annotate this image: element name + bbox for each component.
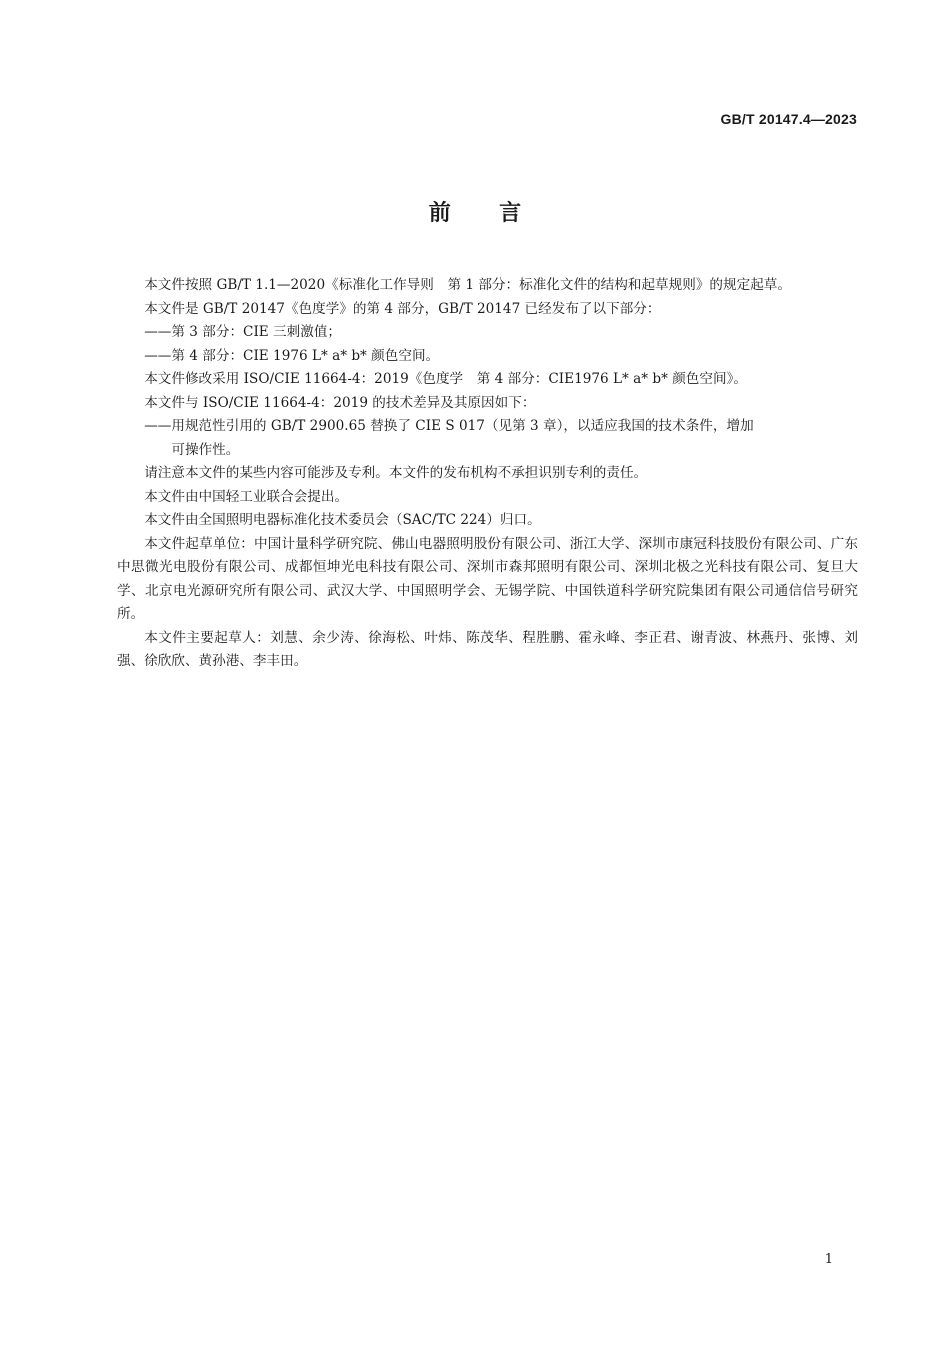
paragraph-adoption: 本文件修改采用 ISO/CIE 11664-4：2019《色度学 第 4 部分：CIE1976 L* a* b* 颜色空间》。 bbox=[144, 371, 747, 387]
standard-number: GB/T 20147.4—2023 bbox=[720, 111, 857, 127]
cropped-footer-artifact bbox=[330, 1305, 630, 1315]
paragraph-proposer: 本文件由中国轻工业联合会提出。 bbox=[144, 488, 349, 505]
paragraph-technical-differences: 本文件与 ISO/CIE 11664-4：2019 的技术差异及其原因如下： bbox=[144, 394, 536, 411]
list-item-part-3: ——第 3 部分：CIE 三刺激值； bbox=[144, 324, 342, 340]
list-item-difference bbox=[117, 415, 858, 462]
paragraph-drafting-rules: 本文件按照 GB/T 1.1—2020《标准化工作导则 第 1 部分：标准化文件的结构和起草规则》的规定起草。 bbox=[144, 277, 791, 293]
list-item-difference-line1: ——用规范性引用的 GB/T 2900.65 替换了 CIE S 017（见第 3 章），以适应我国的技术条件，增加 bbox=[144, 418, 754, 434]
paragraph-patent-notice: 请注意本文件的某些内容可能涉及专利。本文件的发布机构不承担识别专利的责任。 bbox=[144, 465, 648, 481]
paragraph-series-intro: 本文件是 GB/T 20147《色度学》的第 4 部分，GB/T 20147 已经发布了以下部分： bbox=[144, 300, 661, 317]
list-item-part-4: ——第 4 部分：CIE 1976 L* a* b* 颜色空间。 bbox=[144, 347, 440, 364]
paragraph-drafting-organizations: 本文件起草单位：中国计量科学研究院、佛山电器照明股份有限公司、浙江大学、深圳市康冠科技股份有限公司、广东中思微光电股份有限公司、成都恒坤光电科技有限公司、深圳市森邦照明有限公司、深圳北极之光科技有限公司、复旦大学、北京电光源研究所有限公司、武汉大学、中国照明学会、无锡学院、中国铁道科学研究院集团有限公司通信信号研究所。 bbox=[117, 535, 858, 622]
page-number: 1 bbox=[824, 1252, 833, 1267]
foreword-body bbox=[117, 274, 858, 674]
paragraph-drafters: 本文件主要起草人：刘慧、余少涛、徐海松、叶炜、陈茂华、程胜鹏、霍永峰、李正君、谢青波、林燕丹、张博、刘强、徐欣欣、黄孙港、李丰田。 bbox=[117, 629, 858, 669]
paragraph-committee: 本文件由全国照明电器标准化技术委员会（SAC/TC 224）归口。 bbox=[144, 512, 541, 528]
page-title: 前言 bbox=[428, 201, 570, 226]
list-item-difference-line2: 可操作性。 bbox=[171, 441, 240, 458]
